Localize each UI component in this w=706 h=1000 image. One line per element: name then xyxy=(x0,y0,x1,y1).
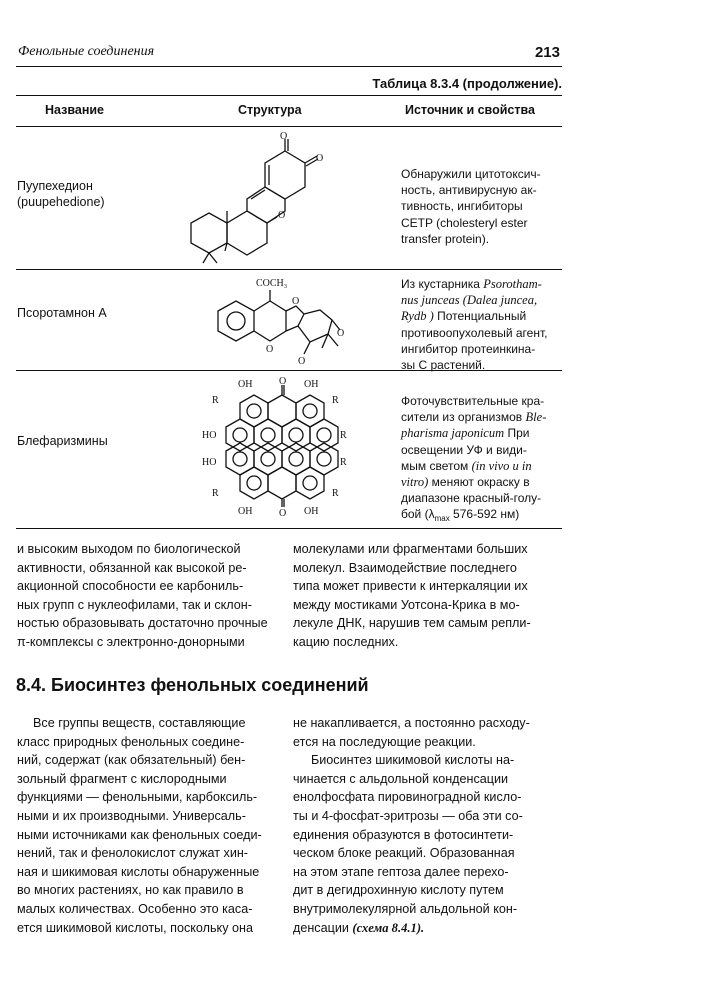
body-right-column: молекулами или фрагментами больших молекул. Взаимодействие последнего типа может привести к интеркаляции их между мостиками Уотсона-Крика в мо- лекуле ДНК, нарушив тем самым репли- кацию последних. xyxy=(293,542,531,649)
atom-label-oh: OH xyxy=(238,506,253,517)
atom-label-o: O xyxy=(292,296,300,307)
atom-label-oh: OH xyxy=(304,379,319,390)
header-rule xyxy=(16,66,562,67)
atom-label-o: O xyxy=(280,131,288,142)
body-left-column: и высоким выходом по биологической активности, обязанной как высокой ре- акционной способности ее карбониль- ных групп с нуклеофилами, так и склон- ностью образовывать достаточно прочные π-комплексы с электронно-донорными xyxy=(17,542,268,649)
atom-label-o: O xyxy=(279,376,287,387)
section-left-column: Все группы веществ, составляющие класс природных фенольных соедине- ний, содержат (как обязательный) бен- зольный фрагмент с кислородными функциями — фенольными, карбоксиль- ными и их производными. Универсаль- ными источниками как фенольных соеди- нений, так и фенолокислот служат хин- ная и шикимовая кислоты обнаруженные во многих растениях, но как правило в малых количествах. Особенно это каса- ется шикимовой кислоты, поскольку она xyxy=(17,716,262,935)
atom-label-o: O xyxy=(279,508,287,519)
psorothamnone-a-structure-icon xyxy=(198,276,343,366)
puupehedione-structure-icon xyxy=(195,133,340,268)
info-blepharismins: Фоточувствительные кра- сители из организмов Ble- pharisma japonicum При освещении УФ и види- мым светом (in vivo и in vitro) меняют окраску в диапазоне красный-голу- бой ($\lambda_{max}$ 576-592 нм) xyxy=(401,394,547,524)
atom-label-ho: HO xyxy=(202,457,217,468)
table-bottom-rule xyxy=(16,528,562,529)
column-header-name: Название xyxy=(45,103,105,117)
compound-name-puupehedione: Пуупехедион (puupehedione) xyxy=(17,179,105,209)
compound-name-psorothamnone-a: Псоротамнон А xyxy=(17,306,107,320)
atom-label-o: O xyxy=(298,356,306,367)
atom-label-r: R xyxy=(340,457,347,468)
atom-label-r: R xyxy=(332,395,339,406)
page-number: 213 xyxy=(534,44,560,61)
atom-label-r: R xyxy=(212,395,219,406)
table-row-rule xyxy=(16,370,562,371)
atom-label-r: R xyxy=(332,488,339,499)
column-header-source: Источник и свойства xyxy=(405,103,535,117)
atom-label-o: O xyxy=(278,210,286,221)
atom-label-r: R xyxy=(340,430,347,441)
blepharismin-structure-icon xyxy=(198,375,348,519)
table-header-rule xyxy=(16,126,562,127)
atom-label-o: O xyxy=(316,153,324,164)
table-top-rule xyxy=(16,95,562,96)
atom-label-o: O xyxy=(337,328,345,339)
table-caption: Таблица 8.3.4 (продолжение). xyxy=(372,76,562,91)
atom-label-ho: HO xyxy=(202,430,217,441)
atom-label-oh: OH xyxy=(238,379,253,390)
column-header-structure: Структура xyxy=(238,103,302,117)
info-puupehedione: Обнаружили цитотоксич- ность, антивирусную ак- тивность, ингибиторы CETP (cholesteryl ester transfer protein). xyxy=(401,167,541,246)
atom-label-o: O xyxy=(266,344,274,355)
running-title: Фенольные соединения xyxy=(18,44,155,59)
section-right-column: не накапливается, а постоянно расходу- ется на последующие реакции. Биосинтез шикимовой кислоты на- чинается с альдольной конденсации енолфосфата пировиноградной кисло- ты и 4-фосфат-эритрозы — оба эти со- единения образуются в фотосинтети- ческом блоке реакций. Образованная на этом этапе гептоза далее перехо- дит в дегидрохинную кислоту путем внутримолекулярной альдольной кон- денсации (схема 8.4.1). xyxy=(293,716,530,935)
info-psorothamnone-a: Из кустарника Psorotham- nus junceas (Dalea juncea, Rydb ) Потенциальный противоопухолевый агент, ингибитор протеинкина- зы С растений. xyxy=(401,277,548,373)
atom-label-oh: OH xyxy=(304,506,319,517)
scheme-reference: (схема 8.4.1). xyxy=(352,920,425,935)
table-row-rule xyxy=(16,269,562,270)
section-heading: 8.4. Биосинтез фенольных соединений xyxy=(16,675,369,695)
compound-name-blepharismins: Блефаризмины xyxy=(17,434,108,448)
atom-label-coch3: COCH₃ xyxy=(256,278,288,289)
atom-label-r: R xyxy=(212,488,219,499)
